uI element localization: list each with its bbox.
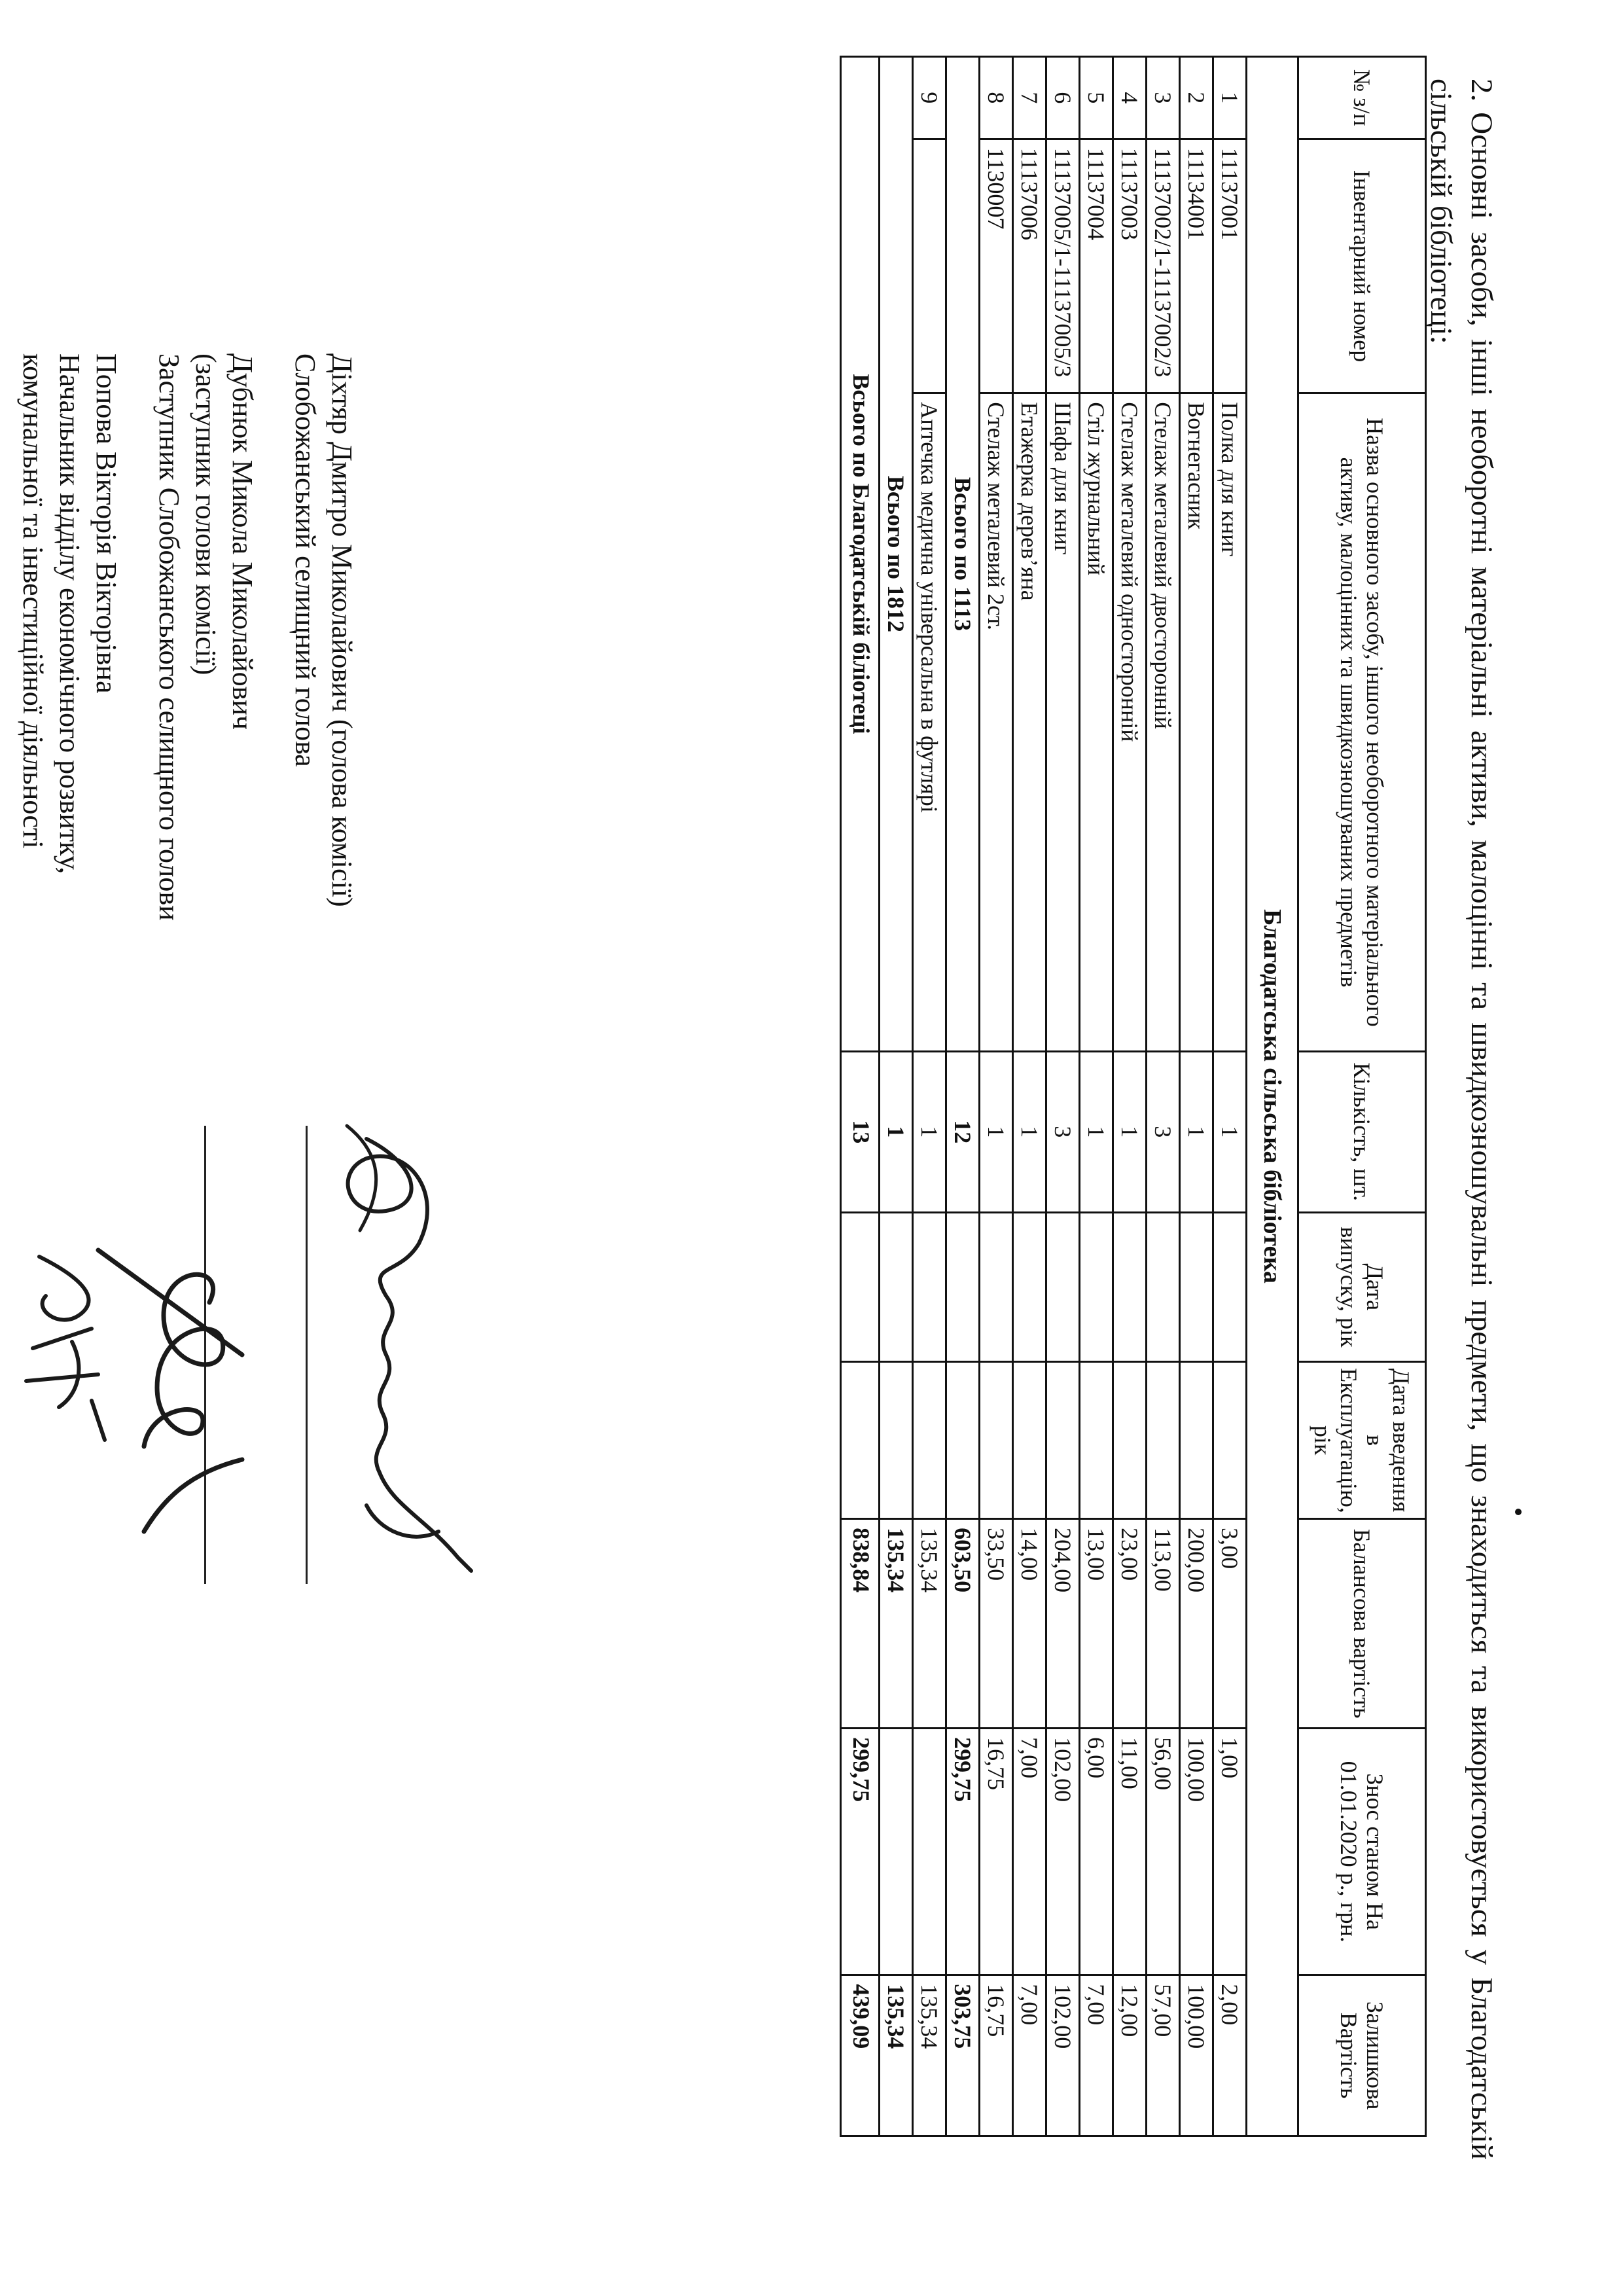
cell-exp	[913, 1362, 946, 1519]
cell-rest: 102,00	[1046, 1975, 1080, 2136]
total-empty	[880, 1362, 913, 1519]
cell-rest: 2,00	[1213, 1975, 1247, 2136]
cell-rest: 7,00	[1080, 1975, 1113, 2136]
cell-inv	[913, 139, 946, 393]
total-empty	[841, 1212, 880, 1362]
cell-bal: 3,00	[1213, 1519, 1247, 1729]
table-row	[1147, 57, 1180, 2136]
signatory-name: Дубнюк Микола Миколайович	[226, 353, 259, 730]
cell-no: 6	[1046, 57, 1080, 139]
total-bal: 838,84	[841, 1519, 880, 1729]
total-qty: 13	[841, 1051, 880, 1212]
cell-bal: 200,00	[1180, 1519, 1213, 1729]
signatory-position: Заступник Слобожанського селищного голови	[153, 353, 185, 921]
cell-wear: 6,00	[1080, 1729, 1113, 1975]
cell-wear: 56,00	[1147, 1729, 1180, 1975]
cell-exp	[1113, 1362, 1147, 1519]
cell-inv: 11137002/1-11137002/3	[1147, 139, 1180, 393]
cell-bal: 13,00	[1080, 1519, 1113, 1729]
cell-name: Шафа для книг	[1046, 393, 1080, 1052]
heading-number: 2.	[1465, 79, 1499, 102]
signatory-position-2: комунальної та інвестиційної діяльності	[17, 353, 49, 849]
section-heading	[1421, 79, 1502, 2160]
cell-inv: 11137006	[1013, 139, 1046, 393]
cell-year	[1180, 1212, 1213, 1362]
cell-year	[1147, 1212, 1180, 1362]
total-row	[946, 57, 980, 2136]
cell-name: Аптечка медична універсальна в футлярі	[913, 393, 946, 1052]
section-title: Благодатська сільська бібліотека	[1247, 57, 1298, 2136]
cell-no: 3	[1147, 57, 1180, 139]
cell-bal: 33,50	[980, 1519, 1013, 1729]
total-row	[880, 57, 913, 2136]
signatory-name: Діхтяр Дмитро Миколайович (голова комісії)	[326, 353, 358, 907]
cell-name: Стелаж металевий двосторонній	[1147, 393, 1180, 1052]
cell-bal: 135,34	[913, 1519, 946, 1729]
cell-bal: 113,00	[1147, 1519, 1180, 1729]
header-inventory: Інвентарний номер	[1298, 139, 1426, 393]
cell-wear: 16,75	[980, 1729, 1013, 1975]
cell-inv: 11137004	[1080, 139, 1113, 393]
cell-rest: 57,00	[1147, 1975, 1180, 2136]
total-wear	[880, 1729, 913, 1975]
signatory-3	[14, 353, 124, 1335]
header-year: Дата випуску, рік	[1298, 1212, 1426, 1362]
total-rest: 439,09	[841, 1975, 880, 2136]
cell-no: 4	[1113, 57, 1147, 139]
cell-rest: 100,00	[1180, 1975, 1213, 2136]
cell-year	[1113, 1212, 1147, 1362]
total-empty	[841, 1362, 880, 1519]
cell-qty: 3	[1046, 1051, 1080, 1212]
table-row	[1113, 57, 1147, 2136]
cell-exp	[1046, 1362, 1080, 1519]
cell-name: Вогнегасник	[1180, 393, 1213, 1052]
cell-year	[913, 1212, 946, 1362]
header-residual: Залишкова Вартість	[1298, 1975, 1426, 2136]
table-row	[913, 57, 946, 2136]
header-exploitation: Дата введення в Експлуатацію, рік	[1298, 1362, 1426, 1519]
cell-qty: 3	[1147, 1051, 1180, 1212]
cell-no: 2	[1180, 57, 1213, 139]
cell-exp	[1213, 1362, 1247, 1519]
cell-inv: 11137003	[1113, 139, 1147, 393]
cell-qty: 1	[980, 1051, 1013, 1212]
cell-year	[1046, 1212, 1080, 1362]
signatory-name: Попова Вікторія Вікторівна	[90, 353, 122, 694]
total-empty	[880, 1212, 913, 1362]
cell-no: 1	[1213, 57, 1247, 139]
table-row	[1080, 57, 1113, 2136]
table-row	[1046, 57, 1080, 2136]
cell-qty: 1	[913, 1051, 946, 1212]
cell-no: 7	[1013, 57, 1046, 139]
cell-rest: 12,00	[1113, 1975, 1147, 2136]
header-name: Назва основного засобу, іншого необоротного матеріального активу, малоцінних та швидкозношуваних предметів	[1298, 393, 1426, 1052]
cell-inv: 1130007	[980, 139, 1013, 393]
signatory-position: Начальник відділу економічного розвитку,	[54, 353, 86, 874]
cell-exp	[1013, 1362, 1046, 1519]
cell-qty: 1	[1213, 1051, 1247, 1212]
total-label: Всього по 1113	[946, 57, 980, 1052]
cell-qty: 1	[1113, 1051, 1147, 1212]
cell-exp	[1147, 1362, 1180, 1519]
total-label: Всього по Благодатській біліотеці	[841, 57, 880, 1052]
cell-wear: 102,00	[1046, 1729, 1080, 1975]
cell-name: Стелаж металевий 2ст.	[980, 393, 1013, 1052]
table-row	[1180, 57, 1213, 2136]
heading-text: Основні засоби, інші необоротні матеріальні активи, малоцінні та швидкозношувальні предмети, що знаходиться та використовується у Благодатській сільській бібліотеці:	[1424, 79, 1499, 2160]
total-label: Всього по 1812	[880, 57, 913, 1052]
header-balance: Балансова вартість	[1298, 1519, 1426, 1729]
print-dot	[1515, 1509, 1522, 1515]
cell-qty: 1	[1013, 1051, 1046, 1212]
cell-rest: 16,75	[980, 1975, 1013, 2136]
total-bal: 135,34	[880, 1519, 913, 1729]
cell-name: Стелаж металевий односторонній	[1113, 393, 1147, 1052]
cell-name: Полка для книг	[1213, 393, 1247, 1052]
total-qty: 12	[946, 1051, 980, 1212]
signatory-role: (заступник голови комісії)	[190, 353, 222, 675]
cell-qty: 1	[1080, 1051, 1113, 1212]
cell-wear: 11,00	[1113, 1729, 1147, 1975]
cell-inv: 11137001	[1213, 139, 1247, 393]
table-row	[1213, 57, 1247, 2136]
table-row	[980, 57, 1013, 2136]
cell-exp	[980, 1362, 1013, 1519]
cell-year	[1213, 1212, 1247, 1362]
signature-scribble-3	[13, 1244, 118, 1453]
header-wear: Знос станом На 01.01.2020 р., грн.	[1298, 1729, 1426, 1975]
cell-inv: 11137005/1-11137005/3	[1046, 139, 1080, 393]
cell-rest: 135,34	[913, 1975, 946, 2136]
cell-wear	[913, 1729, 946, 1975]
cell-rest: 7,00	[1013, 1975, 1046, 2136]
table-row	[1013, 57, 1046, 2136]
header-no: № з/п	[1298, 57, 1426, 139]
total-wear: 299,75	[841, 1729, 880, 1975]
cell-year	[1080, 1212, 1113, 1362]
total-rest: 303,75	[946, 1975, 980, 2136]
cell-year	[1013, 1212, 1046, 1362]
signature-scribble-1	[301, 1113, 497, 1610]
cell-wear: 1,00	[1213, 1729, 1247, 1975]
total-qty: 1	[880, 1051, 913, 1212]
header-quantity: Кількість, шт.	[1298, 1051, 1426, 1212]
total-row	[841, 57, 880, 2136]
cell-name: Стіл журнальний	[1080, 393, 1113, 1052]
total-empty	[946, 1212, 980, 1362]
cell-wear: 100,00	[1180, 1729, 1213, 1975]
cell-exp	[1180, 1362, 1213, 1519]
section-row	[1247, 57, 1298, 2136]
cell-qty: 1	[1180, 1051, 1213, 1212]
cell-name: Етажерка дерев’яна	[1013, 393, 1046, 1052]
cell-no: 9	[913, 57, 946, 139]
cell-bal: 23,00	[1113, 1519, 1147, 1729]
inventory-table	[840, 56, 1427, 2137]
total-wear: 299,75	[946, 1729, 980, 1975]
table-header-row	[1298, 57, 1426, 2136]
signatory-position: Слобожанський селищний голова	[289, 353, 321, 767]
cell-inv: 11134001	[1180, 139, 1213, 393]
cell-bal: 14,00	[1013, 1519, 1046, 1729]
total-empty	[946, 1362, 980, 1519]
cell-no: 8	[980, 57, 1013, 139]
cell-exp	[1080, 1362, 1113, 1519]
cell-wear: 7,00	[1013, 1729, 1046, 1975]
cell-year	[980, 1212, 1013, 1362]
total-rest: 135,34	[880, 1975, 913, 2136]
total-bal: 603,50	[946, 1519, 980, 1729]
cell-bal: 204,00	[1046, 1519, 1080, 1729]
cell-no: 5	[1080, 57, 1113, 139]
